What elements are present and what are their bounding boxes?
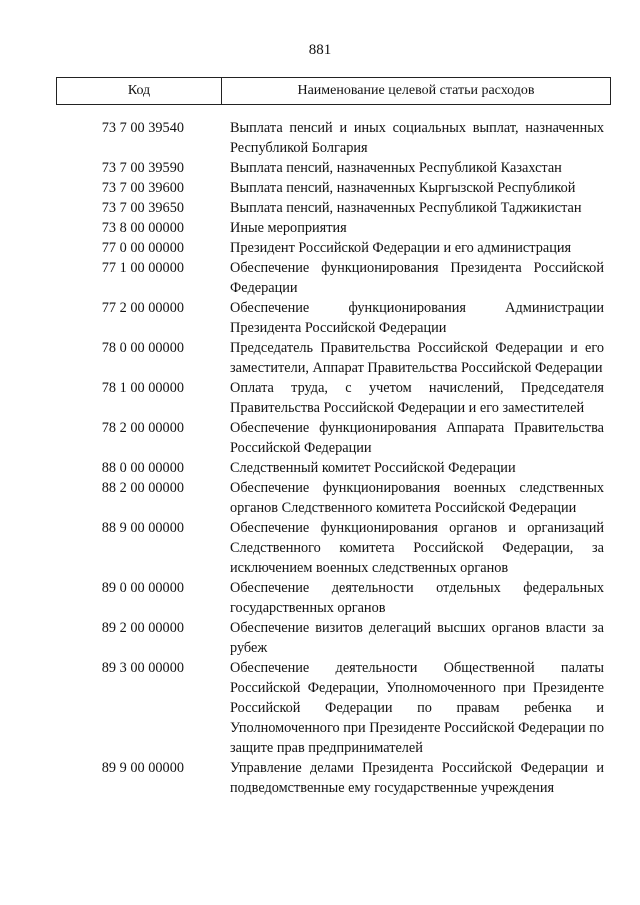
row-code: 78 2 00 00000 xyxy=(101,420,184,436)
expense-table xyxy=(56,118,611,798)
row-name: Следственный комитет Российской Федерации xyxy=(230,460,516,476)
row-code: 77 0 00 00000 xyxy=(101,240,184,256)
table-row xyxy=(56,198,611,218)
row-code: 88 9 00 00000 xyxy=(101,520,184,536)
row-name: Иные мероприятия xyxy=(230,220,347,236)
row-code: 78 0 00 00000 xyxy=(101,340,184,356)
row-name: Обеспечение функционирования Администрации Президента Российской Федерации xyxy=(230,300,604,336)
table-row xyxy=(56,518,611,578)
row-name: Управление делами Президента Российской Федерации и подведомственные ему государственные учреждения xyxy=(230,760,604,796)
table-row xyxy=(56,578,611,618)
table-row xyxy=(56,118,611,158)
row-name: Обеспечение функционирования Президента Российской Федерации xyxy=(230,260,604,296)
table-row xyxy=(56,178,611,198)
row-name: Выплата пенсий, назначенных Кыргызской Республикой xyxy=(230,180,576,196)
row-name: Выплата пенсий, назначенных Республикой Казахстан xyxy=(230,160,562,176)
row-code: 73 7 00 39600 xyxy=(101,180,184,196)
row-name: Оплата труда, с учетом начислений, Председателя Правительства Российской Федерации и его заместителей xyxy=(230,380,604,416)
row-name: Обеспечение функционирования военных следственных органов Следственного комитета Российской Федерации xyxy=(230,480,604,516)
row-code: 73 7 00 39590 xyxy=(101,160,184,176)
row-code: 77 2 00 00000 xyxy=(101,300,184,316)
row-name: Обеспечение функционирования органов и организаций Следственного комитета Российской Федерации, за исключением военных следственных органов xyxy=(230,520,604,576)
row-name: Выплата пенсий и иных социальных выплат, назначенных Республикой Болгария xyxy=(230,120,604,156)
row-name: Обеспечение деятельности Общественной палаты Российской Федерации, Уполномоченного при Президенте Российской Федерации по правам ребенка и Уполномоченного при Президенте Российской Федерации по защите прав предпринимателей xyxy=(230,660,604,756)
header-name: Наименование целевой статьи расходов xyxy=(297,83,535,98)
row-name: Выплата пенсий, назначенных Республикой Таджикистан xyxy=(230,200,582,216)
row-name: Обеспечение визитов делегаций высших органов власти за рубеж xyxy=(230,620,604,656)
row-code: 73 7 00 39650 xyxy=(101,200,184,216)
table-row xyxy=(56,218,611,238)
row-name: Председатель Правительства Российской Федерации и его заместители, Аппарат Правительства Российской Федерации xyxy=(230,340,604,376)
row-code: 73 7 00 39540 xyxy=(101,120,184,136)
table-row xyxy=(56,298,611,338)
table-row xyxy=(56,618,611,658)
row-code: 89 2 00 00000 xyxy=(101,620,184,636)
table-row xyxy=(56,258,611,298)
page-number: 881 xyxy=(308,42,332,58)
row-code: 89 0 00 00000 xyxy=(101,580,184,596)
row-code: 88 0 00 00000 xyxy=(101,460,184,476)
table-row xyxy=(56,458,611,478)
row-code: 78 1 00 00000 xyxy=(101,380,184,396)
table-row xyxy=(56,478,611,518)
row-name: Президент Российской Федерации и его администрация xyxy=(230,240,572,256)
table-row xyxy=(56,418,611,458)
row-code: 89 3 00 00000 xyxy=(101,660,184,676)
row-name: Обеспечение деятельности отдельных федеральных государственных органов xyxy=(230,580,604,616)
table-row xyxy=(56,658,611,758)
table-row xyxy=(56,758,611,798)
row-code: 73 8 00 00000 xyxy=(101,220,184,236)
table-header xyxy=(56,77,611,105)
header-code: Код xyxy=(57,78,222,104)
row-code: 88 2 00 00000 xyxy=(101,480,184,496)
row-code: 77 1 00 00000 xyxy=(101,260,184,276)
row-name: Обеспечение функционирования Аппарата Правительства Российской Федерации xyxy=(230,420,604,456)
table-row xyxy=(56,238,611,258)
row-code: 89 9 00 00000 xyxy=(101,760,184,776)
table-row xyxy=(56,378,611,418)
table-row xyxy=(56,338,611,378)
table-row xyxy=(56,158,611,178)
